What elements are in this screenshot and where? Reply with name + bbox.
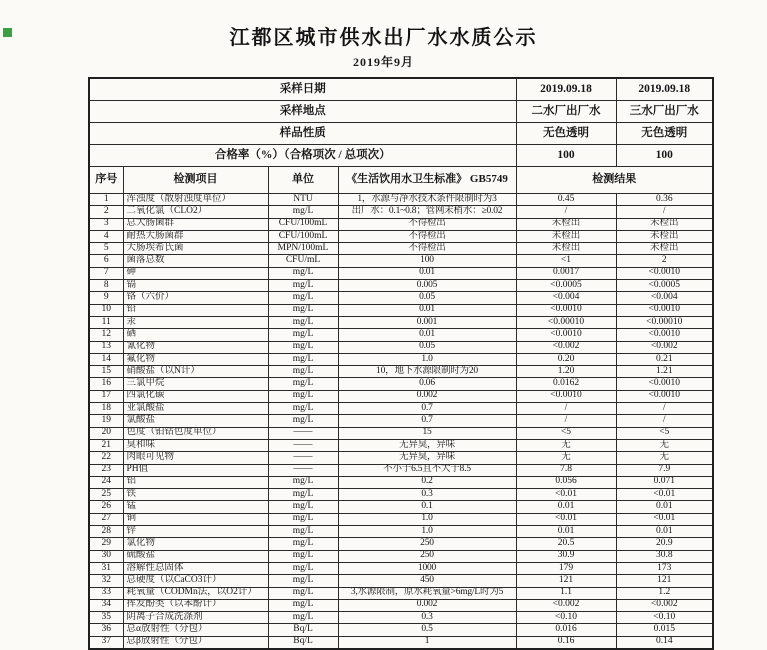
cell-serial: 33 (89, 587, 123, 599)
col-header-serial: 序号 (89, 167, 123, 194)
cell-unit: mg/L (268, 353, 338, 365)
cell-plant3-result: <5 (616, 427, 713, 439)
table-row (89, 378, 713, 390)
column-header-row (89, 167, 713, 194)
col-header-result: 检测结果 (516, 167, 713, 194)
cell-standard: 0.7 (338, 415, 516, 427)
cell-standard: 0.06 (338, 378, 516, 390)
cell-plant2-result: <0.0010 (516, 304, 616, 316)
band-value-plant2: 无色透明 (516, 123, 616, 145)
cell-plant3-result: 7.9 (616, 464, 713, 476)
table-row (89, 501, 713, 513)
cell-plant2-result: 1.1 (516, 587, 616, 599)
cell-plant3-result: 0.015 (616, 624, 713, 636)
cell-standard: 0.3 (338, 489, 516, 501)
cell-item: 阴离子合成洗涤剂 (123, 612, 268, 624)
cell-serial: 36 (89, 624, 123, 636)
cell-plant3-result: 未检出 (616, 218, 713, 230)
cell-unit: mg/L (268, 329, 338, 341)
cell-plant3-result: <0.01 (616, 513, 713, 525)
cell-serial: 17 (89, 390, 123, 402)
cell-unit: mg/L (268, 292, 338, 304)
table-row (89, 316, 713, 328)
info-band-row (89, 123, 713, 145)
cell-serial: 12 (89, 329, 123, 341)
cell-serial: 11 (89, 316, 123, 328)
cell-serial: 15 (89, 366, 123, 378)
info-band-row (89, 101, 713, 123)
cell-plant3-result: 0.36 (616, 194, 713, 206)
cell-item: 总α放射性（分包） (123, 624, 268, 636)
cell-unit: —— (268, 427, 338, 439)
cell-standard: 250 (338, 538, 516, 550)
cell-standard: 1 (338, 636, 516, 649)
band-value-plant2: 2019.09.18 (516, 78, 616, 101)
cell-standard: 不得检出 (338, 218, 516, 230)
cell-standard: 0.2 (338, 476, 516, 488)
cell-serial: 31 (89, 562, 123, 574)
cell-standard: 0.3 (338, 612, 516, 624)
cell-standard: 0.05 (338, 292, 516, 304)
cell-plant2-result: <0.004 (516, 292, 616, 304)
cell-plant3-result: <0.10 (616, 612, 713, 624)
cell-plant3-result: 无 (616, 439, 713, 451)
cell-plant2-result: / (516, 206, 616, 218)
cell-item: 镉 (123, 280, 268, 292)
cell-plant3-result: <0.0010 (616, 304, 713, 316)
cell-standard: 0.01 (338, 304, 516, 316)
cell-plant3-result: 2 (616, 255, 713, 267)
cell-serial: 27 (89, 513, 123, 525)
cell-item: 臭和味 (123, 439, 268, 451)
cell-plant3-result: / (616, 206, 713, 218)
cell-standard: 0.01 (338, 329, 516, 341)
cell-plant2-result: <5 (516, 427, 616, 439)
cell-plant2-result: <0.0010 (516, 390, 616, 402)
cell-standard: 无异臭，异味 (338, 452, 516, 464)
cell-unit: mg/L (268, 513, 338, 525)
cell-serial: 37 (89, 636, 123, 649)
cell-serial: 1 (89, 194, 123, 206)
cell-unit: —— (268, 439, 338, 451)
cell-serial: 34 (89, 599, 123, 611)
cell-item: 总β放射性（分包） (123, 636, 268, 649)
cell-unit: mg/L (268, 538, 338, 550)
cell-serial: 32 (89, 575, 123, 587)
cell-standard: 0.002 (338, 390, 516, 402)
cell-standard: 0.005 (338, 280, 516, 292)
table-row (89, 353, 713, 365)
cell-plant3-result: <0.0010 (616, 329, 713, 341)
cell-serial: 7 (89, 267, 123, 279)
table-row (89, 304, 713, 316)
table-row (89, 341, 713, 353)
cell-unit: mg/L (268, 304, 338, 316)
cell-serial: 26 (89, 501, 123, 513)
cell-item: 肉眼可见物 (123, 452, 268, 464)
cell-unit: mg/L (268, 562, 338, 574)
cell-plant2-result: 1.20 (516, 366, 616, 378)
cell-standard: 1.0 (338, 513, 516, 525)
band-label: 采样地点 (89, 101, 516, 123)
table-row (89, 513, 713, 525)
cell-standard: 1，水源与净水技术条件限制时为3 (338, 194, 516, 206)
table-body (89, 78, 713, 649)
cell-plant3-result: 未检出 (616, 230, 713, 242)
cell-item: 砷 (123, 267, 268, 279)
cell-item: 锌 (123, 526, 268, 538)
cell-unit: mg/L (268, 612, 338, 624)
cell-standard: 450 (338, 575, 516, 587)
table-row (89, 550, 713, 562)
cell-unit: mg/L (268, 476, 338, 488)
cell-plant2-result: 未检出 (516, 243, 616, 255)
cell-unit: mg/L (268, 316, 338, 328)
table-row (89, 366, 713, 378)
cell-item: 铝 (123, 476, 268, 488)
cell-serial: 23 (89, 464, 123, 476)
table-row (89, 612, 713, 624)
cell-plant2-result: <0.01 (516, 513, 616, 525)
cell-plant2-result: 无 (516, 439, 616, 451)
cell-item: 硒 (123, 329, 268, 341)
cell-unit: CFU/100mL (268, 218, 338, 230)
cell-plant2-result: 0.20 (516, 353, 616, 365)
cell-serial: 25 (89, 489, 123, 501)
cell-plant3-result: 0.14 (616, 636, 713, 649)
col-header-standard: 《生活饮用水卫生标准》 GB5749 (338, 167, 516, 194)
cell-serial: 29 (89, 538, 123, 550)
table-row (89, 624, 713, 636)
cell-plant2-result: / (516, 415, 616, 427)
cell-plant2-result: <1 (516, 255, 616, 267)
cell-standard: 1.0 (338, 353, 516, 365)
cell-item: 总大肠菌群 (123, 218, 268, 230)
cell-unit: mg/L (268, 415, 338, 427)
cell-unit: mg/L (268, 280, 338, 292)
table-row (89, 636, 713, 649)
cell-item: 大肠埃希氏菌 (123, 243, 268, 255)
report-month: 2019年9月 (352, 55, 414, 69)
cell-serial: 13 (89, 341, 123, 353)
cell-serial: 21 (89, 439, 123, 451)
cell-item: 浑浊度（散射浊度单位） (123, 194, 268, 206)
cell-unit: mg/L (268, 341, 338, 353)
cell-item: 硫酸盐 (123, 550, 268, 562)
cell-plant2-result: 121 (516, 575, 616, 587)
cell-serial: 8 (89, 280, 123, 292)
cell-unit: mg/L (268, 489, 338, 501)
cell-plant3-result: <0.0005 (616, 280, 713, 292)
cell-item: 三氯甲烷 (123, 378, 268, 390)
table-row (89, 280, 713, 292)
cell-plant3-result: 121 (616, 575, 713, 587)
cell-unit: mg/L (268, 501, 338, 513)
cell-plant3-result: 0.01 (616, 501, 713, 513)
cell-plant2-result: <0.01 (516, 489, 616, 501)
cell-standard: 3,水源限制，原水耗氧量>6mg/L时为5 (338, 587, 516, 599)
cell-plant2-result: <0.0005 (516, 280, 616, 292)
cell-item: 氯化物 (123, 538, 268, 550)
cell-standard: 15 (338, 427, 516, 439)
cell-item: 汞 (123, 316, 268, 328)
cell-plant2-result: 0.016 (516, 624, 616, 636)
cell-unit: mg/L (268, 390, 338, 402)
cell-serial: 30 (89, 550, 123, 562)
cell-plant3-result: <0.01 (616, 489, 713, 501)
cell-item: 总硬度（以CaCO3计） (123, 575, 268, 587)
cell-standard: 不得检出 (338, 230, 516, 242)
cell-item: 氟化物 (123, 353, 268, 365)
cell-unit: mg/L (268, 378, 338, 390)
cell-serial: 16 (89, 378, 123, 390)
cell-serial: 10 (89, 304, 123, 316)
cell-unit: mg/L (268, 267, 338, 279)
cell-item: 挥发酚类（以苯酚计） (123, 599, 268, 611)
cell-item: 铅 (123, 304, 268, 316)
cell-standard: 0.7 (338, 403, 516, 415)
cell-plant2-result: 179 (516, 562, 616, 574)
cell-serial: 19 (89, 415, 123, 427)
cell-unit: mg/L (268, 575, 338, 587)
cell-plant3-result: <0.002 (616, 599, 713, 611)
cell-item: 铬（六价） (123, 292, 268, 304)
cell-item: 四氯化碳 (123, 390, 268, 402)
cell-unit: NTU (268, 194, 338, 206)
cell-unit: CFU/mL (268, 255, 338, 267)
cell-item: PH值 (123, 464, 268, 476)
cell-plant2-result: 30.9 (516, 550, 616, 562)
cell-plant2-result: 20.5 (516, 538, 616, 550)
cell-plant3-result: 0.01 (616, 526, 713, 538)
table-row (89, 255, 713, 267)
cell-plant3-result: 173 (616, 562, 713, 574)
cell-unit: —— (268, 464, 338, 476)
cell-plant2-result: 0.01 (516, 526, 616, 538)
cell-plant2-result: <0.0010 (516, 329, 616, 341)
cell-unit: mg/L (268, 587, 338, 599)
table-row (89, 243, 713, 255)
cell-standard: 无异臭，异味 (338, 439, 516, 451)
cell-serial: 5 (89, 243, 123, 255)
table-row (89, 230, 713, 242)
cell-plant3-result: <0.00010 (616, 316, 713, 328)
table-row (89, 526, 713, 538)
cell-item: 硝酸盐（以N计） (123, 366, 268, 378)
cell-unit: CFU/100mL (268, 230, 338, 242)
band-label: 采样日期 (89, 78, 516, 101)
table-row (89, 562, 713, 574)
band-value-plant3: 三水厂出厂水 (616, 101, 713, 123)
table-row (89, 267, 713, 279)
table-row (89, 452, 713, 464)
cell-serial: 9 (89, 292, 123, 304)
cell-plant2-result: 0.0162 (516, 378, 616, 390)
cell-plant2-result: 7.8 (516, 464, 616, 476)
info-band-row (89, 78, 713, 101)
cell-item: 菌落总数 (123, 255, 268, 267)
table-row (89, 329, 713, 341)
table-row (89, 489, 713, 501)
cell-serial: 4 (89, 230, 123, 242)
water-quality-table (88, 77, 714, 650)
green-square-marker (3, 28, 12, 37)
cell-plant3-result: 1.2 (616, 587, 713, 599)
cell-standard: 0.01 (338, 267, 516, 279)
cell-plant2-result: 未检出 (516, 230, 616, 242)
cell-item: 铜 (123, 513, 268, 525)
table-row (89, 415, 713, 427)
cell-plant2-result: <0.002 (516, 341, 616, 353)
table-row (89, 390, 713, 402)
cell-plant2-result: <0.10 (516, 612, 616, 624)
cell-plant2-result: 0.01 (516, 501, 616, 513)
cell-standard: 1000 (338, 562, 516, 574)
cell-plant3-result: 0.21 (616, 353, 713, 365)
table-row (89, 206, 713, 218)
cell-item: 色度（铂钴色度单位） (123, 427, 268, 439)
cell-item: 耐热大肠菌群 (123, 230, 268, 242)
table-row (89, 194, 713, 206)
cell-unit: mg/L (268, 206, 338, 218)
cell-plant2-result: <0.002 (516, 599, 616, 611)
cell-serial: 22 (89, 452, 123, 464)
table-row (89, 427, 713, 439)
cell-serial: 20 (89, 427, 123, 439)
cell-plant3-result: <0.0010 (616, 267, 713, 279)
cell-unit: mg/L (268, 403, 338, 415)
cell-standard: 0.001 (338, 316, 516, 328)
cell-plant3-result: <0.002 (616, 341, 713, 353)
cell-standard: 100 (338, 255, 516, 267)
info-band-row (89, 145, 713, 167)
band-label: 合格率（%）（合格项次 / 总项次） (89, 145, 516, 167)
table-row (89, 575, 713, 587)
cell-item: 锰 (123, 501, 268, 513)
cell-plant2-result: <0.00010 (516, 316, 616, 328)
cell-standard: 0.05 (338, 341, 516, 353)
table-row (89, 538, 713, 550)
cell-plant2-result: 0.0017 (516, 267, 616, 279)
table-row (89, 599, 713, 611)
col-header-item: 检测项目 (123, 167, 268, 194)
cell-standard: 不小于6.5且不大于8.5 (338, 464, 516, 476)
cell-unit: —— (268, 452, 338, 464)
cell-plant3-result: 无 (616, 452, 713, 464)
cell-standard: 1.0 (338, 526, 516, 538)
cell-standard: 出厂水：0.1~0.8；管网末梢水：≥0.02 (338, 206, 516, 218)
cell-plant2-result: 0.056 (516, 476, 616, 488)
band-value-plant2: 100 (516, 145, 616, 167)
cell-plant3-result: 1.21 (616, 366, 713, 378)
cell-item: 亚氯酸盐 (123, 403, 268, 415)
cell-serial: 6 (89, 255, 123, 267)
cell-plant3-result: 未检出 (616, 243, 713, 255)
cell-serial: 3 (89, 218, 123, 230)
cell-item: 耗氧量（CODMn法，以O2计） (123, 587, 268, 599)
table-row (89, 403, 713, 415)
cell-item: 铁 (123, 489, 268, 501)
cell-item: 氰化物 (123, 341, 268, 353)
cell-plant3-result: 0.071 (616, 476, 713, 488)
cell-plant2-result: 0.16 (516, 636, 616, 649)
table-row (89, 439, 713, 451)
cell-unit: Bq/L (268, 636, 338, 649)
cell-plant3-result: 20.9 (616, 538, 713, 550)
cell-plant3-result: / (616, 415, 713, 427)
cell-item: 二氧化氯（CLO2） (123, 206, 268, 218)
table-row (89, 218, 713, 230)
cell-serial: 14 (89, 353, 123, 365)
cell-serial: 28 (89, 526, 123, 538)
band-value-plant2: 二水厂出厂水 (516, 101, 616, 123)
cell-standard: 250 (338, 550, 516, 562)
cell-plant2-result: 无 (516, 452, 616, 464)
cell-item: 氯酸盐 (123, 415, 268, 427)
cell-item: 溶解性总固体 (123, 562, 268, 574)
band-value-plant3: 100 (616, 145, 713, 167)
cell-plant3-result: <0.0010 (616, 378, 713, 390)
cell-unit: mg/L (268, 599, 338, 611)
cell-serial: 35 (89, 612, 123, 624)
band-value-plant3: 无色透明 (616, 123, 713, 145)
cell-plant2-result: / (516, 403, 616, 415)
cell-plant3-result: 30.8 (616, 550, 713, 562)
band-label: 样品性质 (89, 123, 516, 145)
cell-unit: mg/L (268, 526, 338, 538)
page-title: 江都区城市供水出厂水水质公示 (229, 27, 538, 49)
table-row (89, 464, 713, 476)
cell-serial: 18 (89, 403, 123, 415)
table-row (89, 292, 713, 304)
cell-serial: 2 (89, 206, 123, 218)
cell-standard: 0.5 (338, 624, 516, 636)
col-header-unit: 单位 (268, 167, 338, 194)
cell-standard: 0.1 (338, 501, 516, 513)
cell-unit: mg/L (268, 366, 338, 378)
cell-standard: 10，地下水源限制时为20 (338, 366, 516, 378)
cell-plant2-result: 0.45 (516, 194, 616, 206)
cell-plant3-result: / (616, 403, 713, 415)
table-row (89, 587, 713, 599)
table-row (89, 476, 713, 488)
cell-unit: Bq/L (268, 624, 338, 636)
cell-plant2-result: 未检出 (516, 218, 616, 230)
cell-unit: MPN/100mL (268, 243, 338, 255)
band-value-plant3: 2019.09.18 (616, 78, 713, 101)
cell-serial: 24 (89, 476, 123, 488)
cell-unit: mg/L (268, 550, 338, 562)
cell-plant3-result: <0.0010 (616, 390, 713, 402)
cell-standard: 0.002 (338, 599, 516, 611)
cell-standard: 不得检出 (338, 243, 516, 255)
cell-plant3-result: <0.004 (616, 292, 713, 304)
